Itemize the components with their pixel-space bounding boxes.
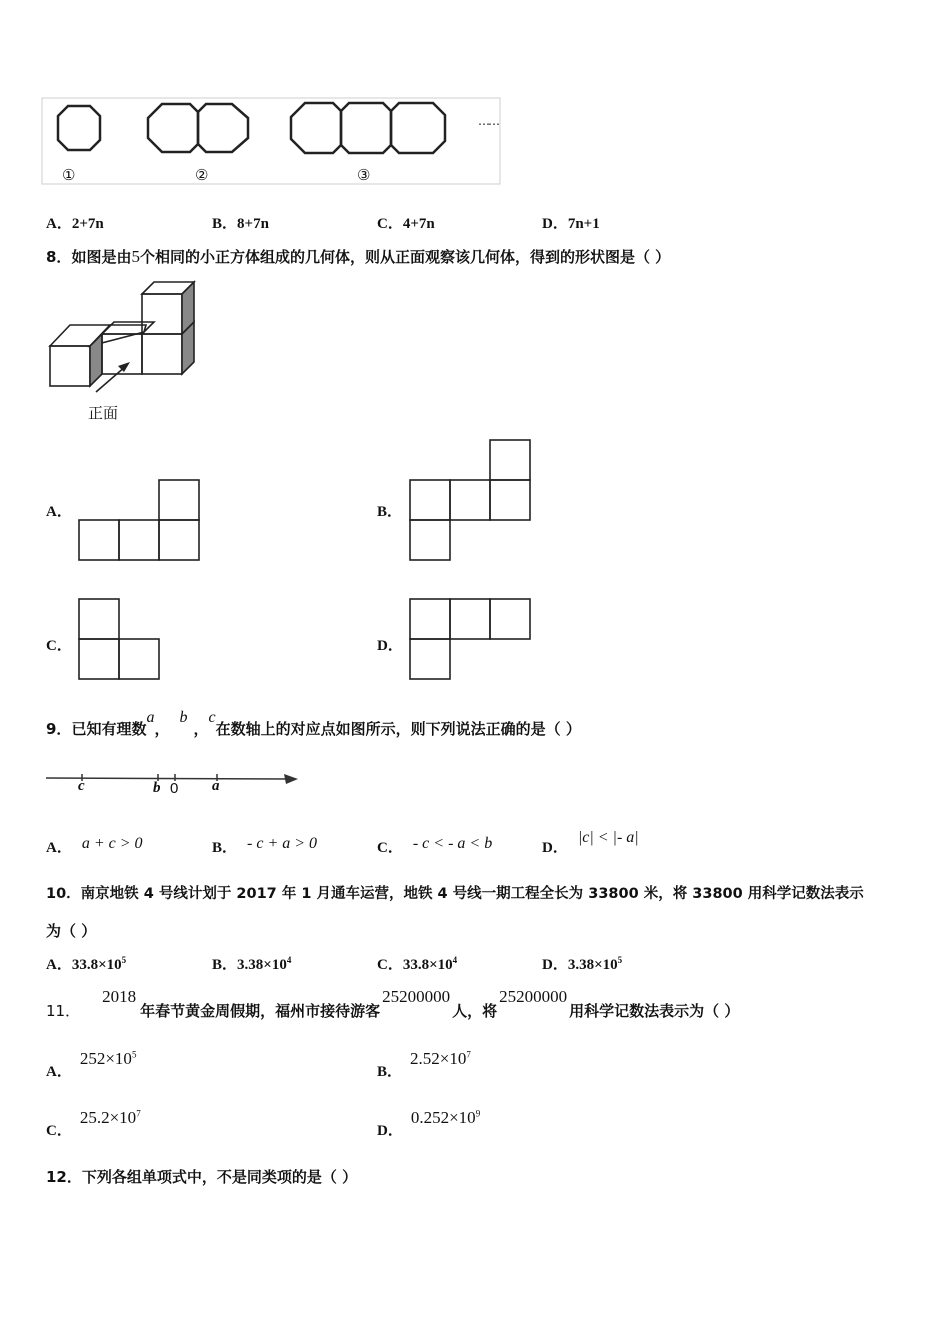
octagon-1: [58, 106, 100, 150]
octagon-2b: [198, 104, 248, 152]
q8-option-c-figure[interactable]: [78, 598, 163, 683]
front-label: 正面: [88, 404, 119, 422]
q9-option-b[interactable]: B． - c + a > 0: [212, 835, 318, 856]
octagon-3c: [391, 103, 445, 153]
q12-stem: 12．下列各组单项式中，不是同类项的是（ ）: [46, 1168, 358, 1186]
q10-option-a[interactable]: A．$33.8\times 10^5$: [46, 955, 127, 973]
q7-option-a[interactable]: A．2+7n: [46, 216, 104, 232]
axis-label-c: c: [78, 778, 85, 794]
q8-option-b-label[interactable]: B．: [377, 504, 403, 520]
axis-label-a: a: [212, 778, 220, 794]
figure-label-3: ③: [357, 166, 371, 184]
q10-option-c[interactable]: C．$33.8\times 10^4$: [377, 955, 458, 973]
octagon-3b: [341, 103, 391, 153]
figure-frame: [42, 98, 500, 184]
q7-option-b[interactable]: B．8+7n: [212, 216, 269, 232]
q8-option-b-figure[interactable]: [409, 439, 534, 564]
q11-option-c[interactable]: C．$25.2\times 10^7$: [46, 1108, 141, 1139]
q10-stem-line1: 10．南京地铁 4 号线计划于 2017 年 1 月通车运营，地铁 4 号线一期工程全长为 33800 米，将 33800 用科学记数法表示: [46, 886, 864, 902]
figure-label-1: ①: [62, 166, 76, 184]
octagon-pattern-figure: [40, 98, 500, 188]
axis-label-b: b: [153, 780, 161, 796]
q10-option-d[interactable]: D．$3.38\times 10^5$: [542, 955, 623, 973]
axis-label-zero: 0: [170, 780, 179, 797]
q9-option-a[interactable]: A． a + c > 0: [46, 835, 143, 856]
q11-option-a[interactable]: A．$252\times 10^5$: [46, 1049, 137, 1080]
q9-option-d[interactable]: D．|c| < |- a|: [542, 829, 639, 856]
q8-option-d-figure[interactable]: [409, 598, 534, 683]
q10-stem-line2: 为（ ）: [46, 922, 97, 940]
q8-option-a-figure[interactable]: [78, 479, 203, 564]
figure-label-2: ②: [195, 166, 209, 184]
q11-option-d[interactable]: D．$0.252\times 10^9$: [377, 1108, 481, 1139]
q8-option-c-label[interactable]: C．: [46, 638, 72, 654]
q7-option-c[interactable]: C．4+7n: [377, 216, 435, 232]
ellipsis: ……: [478, 114, 498, 128]
q7-option-d[interactable]: D．7n+1: [542, 216, 600, 232]
q11-stem: 11．2018年春节黄金周假期，福州市接待游客25200000人，将25200000用科学记数法表示为（ ）: [46, 987, 740, 1020]
octagon-3a: [291, 103, 341, 153]
q9-stem: 9．已知有理数a，b，c在数轴上的对应点如图所示，则下列说法正确的是（ ）: [46, 709, 581, 738]
q11-option-b[interactable]: B．$2.52\times 10^7$: [377, 1049, 471, 1080]
q8-option-a-label[interactable]: A．: [46, 504, 72, 520]
q8-stem: 8．如图是由5个相同的小正方体组成的几何体，则从正面观察该几何体，得到的形状图是（ ）: [46, 247, 671, 266]
cube-solid-figure: [48, 280, 208, 395]
q10-option-b[interactable]: B．$3.38\times 10^4$: [212, 955, 292, 973]
q8-option-d-label[interactable]: D．: [377, 638, 403, 654]
q9-option-c[interactable]: C． - c < - a < b: [377, 835, 493, 856]
octagon-2a: [148, 104, 198, 152]
